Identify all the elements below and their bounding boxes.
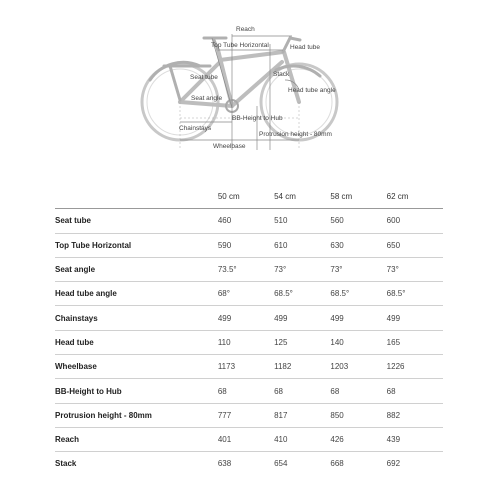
row-label: Head tube: [55, 330, 218, 354]
bike-drawing: [0, 0, 500, 160]
frame-chainstay: [180, 102, 232, 106]
table-cell: 650: [387, 233, 443, 257]
table-row: [55, 452, 443, 476]
table-cell: 499: [330, 306, 386, 330]
table-cell: 140: [330, 330, 386, 354]
table-body: [55, 209, 443, 476]
label-top-tube-horizontal: Top Tube Horizontal: [211, 42, 269, 49]
table-cell: 401: [218, 427, 274, 451]
table-cell: 1173: [218, 355, 274, 379]
table-cell: 1182: [274, 355, 330, 379]
table-cell: 692: [386, 459, 401, 469]
table-cell: 610: [274, 233, 330, 257]
row-label: Head tube angle: [55, 282, 218, 306]
table-cell: 73.5°: [218, 257, 274, 281]
column-header: 58 cm: [330, 185, 386, 209]
row-label: Stack: [55, 459, 77, 469]
table-cell: 426: [330, 427, 386, 451]
table-cell: 73°: [274, 257, 330, 281]
label-seat-tube: Seat tube: [190, 74, 218, 81]
table-cell: 165: [387, 330, 443, 354]
table-cell: 68.5°: [274, 282, 330, 306]
table-cell: 590: [218, 233, 274, 257]
table-cell: 68.5°: [330, 282, 386, 306]
table-cell: 499: [274, 306, 330, 330]
table-cell: 439: [387, 427, 443, 451]
label-wheelbase: Wheelbase: [213, 143, 246, 150]
table-cell: 125: [274, 330, 330, 354]
table-row: [55, 427, 443, 451]
table-cell: 68°: [218, 282, 274, 306]
table-cell: 460: [218, 209, 274, 233]
table-cell: 600: [387, 209, 443, 233]
table-cell: 668: [330, 459, 344, 469]
column-header: 62 cm: [387, 185, 443, 209]
geometry-table: [55, 185, 443, 476]
row-label: Top Tube Horizontal: [55, 233, 218, 257]
label-chainstays: Chainstays: [179, 125, 212, 132]
column-header: 50 cm: [218, 185, 274, 209]
table-row: [55, 330, 443, 354]
table-cell: 882: [387, 403, 443, 427]
label-stack: Stack: [273, 71, 290, 78]
table-cell: 510: [274, 209, 330, 233]
table-row: [55, 379, 443, 403]
table-cell: 499: [218, 306, 274, 330]
geometry-diagram: [0, 0, 500, 160]
row-label: Reach: [55, 427, 218, 451]
table-cell: 638: [217, 459, 232, 469]
table-row: [55, 233, 443, 257]
label-seat-angle: Seat angle: [191, 95, 223, 102]
row-label: Seat tube: [55, 209, 218, 233]
label-bb-height-to-hub: BB-Height to Hub: [232, 115, 283, 122]
table-cell: 817: [274, 403, 330, 427]
row-label: Wheelbase: [55, 355, 218, 379]
table-cell: 73°: [387, 257, 443, 281]
table-row: [55, 209, 443, 233]
table-cell: 499: [387, 306, 443, 330]
label-head-tube: Head tube: [290, 44, 320, 51]
table-row: [55, 306, 443, 330]
table-row: [55, 282, 443, 306]
table-row: [55, 355, 443, 379]
label-reach: Reach: [236, 26, 255, 33]
row-label: BB-Height to Hub: [55, 379, 218, 403]
column-header: 54 cm: [274, 185, 330, 209]
frame-down-tube: [232, 62, 282, 106]
table-cell: 68: [274, 379, 330, 403]
table-row: [55, 403, 443, 427]
table-header-corner: [55, 185, 218, 209]
table-cell: 560: [330, 209, 386, 233]
table-cell: 68: [218, 379, 274, 403]
table-cell: 1203: [330, 355, 386, 379]
row-label: Protrusion height - 80mm: [55, 403, 218, 427]
table-cell: 1226: [387, 355, 443, 379]
table-header-row: [55, 185, 443, 209]
frame-top-tube: [220, 52, 283, 60]
row-label: Seat angle: [55, 257, 218, 281]
label-head-tube-angle: Head tube angle: [288, 87, 336, 94]
table-cell: 410: [274, 427, 330, 451]
table-cell: 68: [387, 379, 443, 403]
table-cell: 110: [218, 330, 274, 354]
table-cell: 73°: [330, 257, 386, 281]
table-cell: 630: [330, 233, 386, 257]
label-protrusion-height: Protrusion height - 80mm: [259, 131, 332, 138]
table-cell: 777: [218, 403, 274, 427]
row-label: Chainstays: [55, 306, 218, 330]
table-row: [55, 257, 443, 281]
table-cell: 68.5°: [387, 282, 443, 306]
table-cell: 850: [330, 403, 386, 427]
table-cell: 68: [330, 379, 386, 403]
table-cell: 654: [274, 459, 288, 469]
